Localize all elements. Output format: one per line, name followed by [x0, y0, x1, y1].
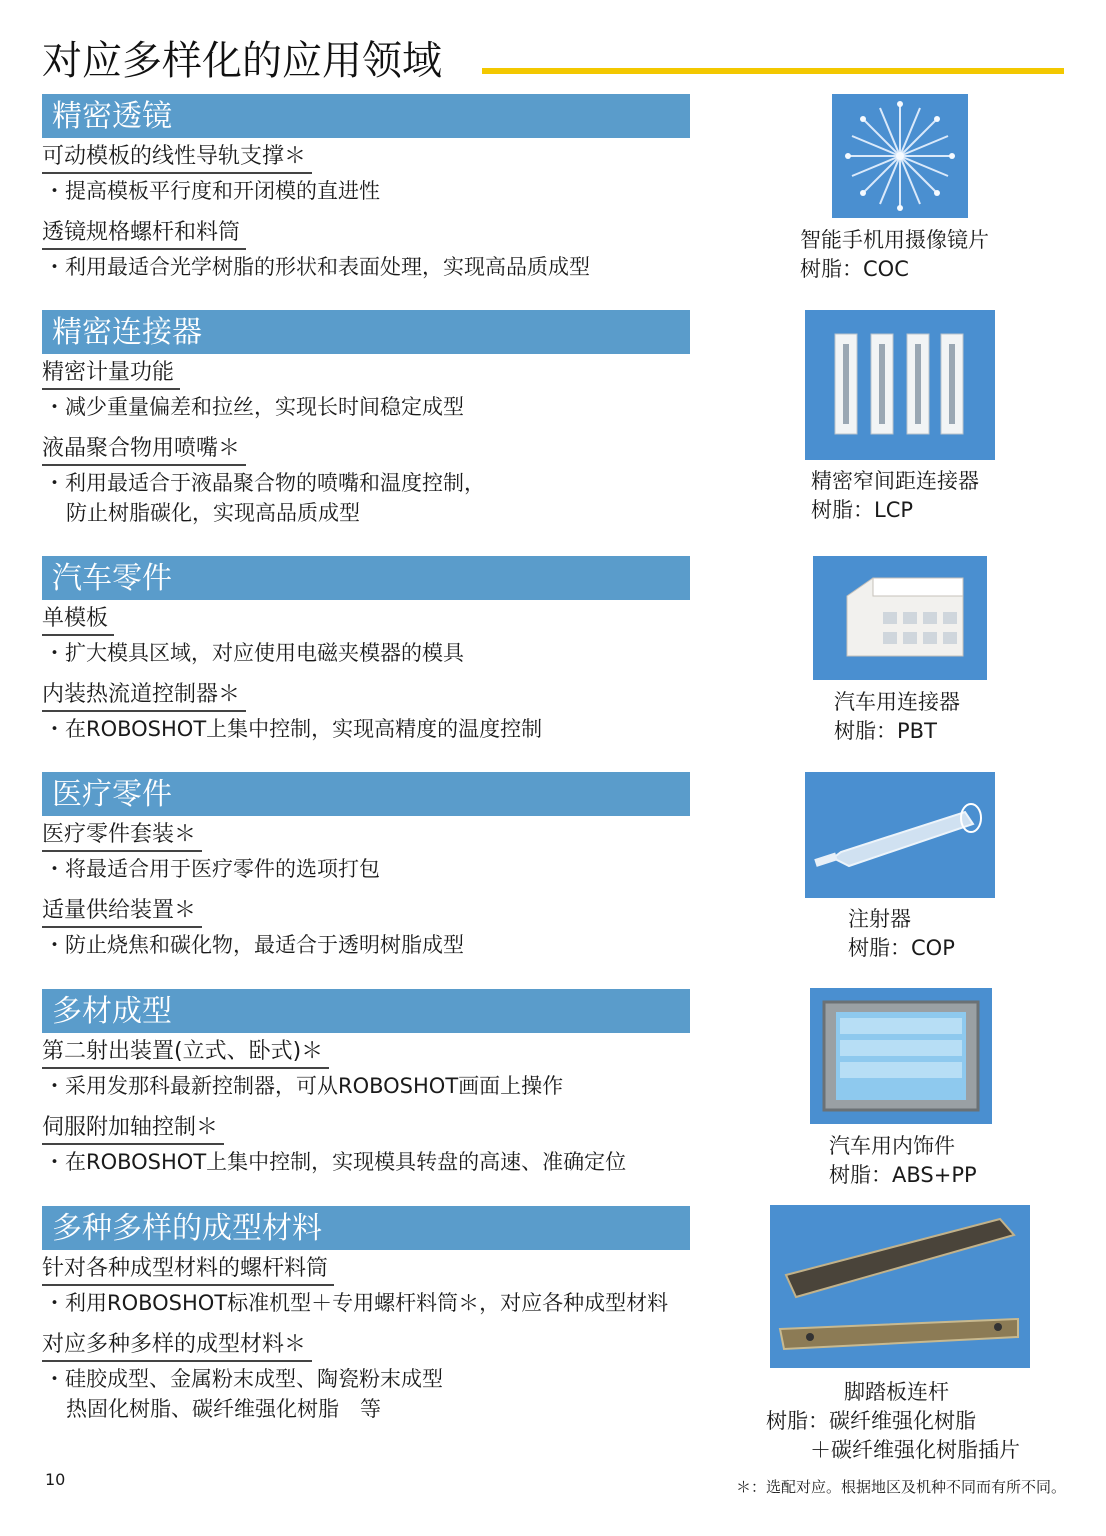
caption-resin-extra: ＋碳纤维强化树脂插片	[810, 1438, 1020, 1462]
footnote: ＊：选配对应。根据地区及机种不同而有所不同。	[735, 1478, 1066, 1496]
bullet-text: ・提高模板平行度和开闭模的直进性	[44, 179, 380, 203]
caption-resin: 树脂：ABS+PP	[829, 1163, 977, 1187]
syringe-photo	[805, 772, 995, 898]
item-heading: 液晶聚合物用喷嘴＊	[42, 434, 246, 466]
section-heading: 多材成型	[42, 989, 690, 1033]
caption-lens	[800, 226, 989, 284]
section-heading: 医疗零件	[42, 772, 690, 816]
page-number: 10	[45, 1470, 66, 1489]
section-heading: 汽车零件	[42, 556, 690, 600]
item-heading: 伺服附加轴控制＊	[42, 1113, 224, 1145]
section-materials	[42, 1206, 669, 1432]
bullet-text: ・利用ROBOSHOT标准机型＋专用螺杆料筒＊，对应各种成型材料	[44, 1291, 669, 1315]
bullet-text: ・利用最适合光学树脂的形状和表面处理，实现高品质成型	[44, 255, 590, 279]
caption-title: 精密窄间距连接器	[811, 469, 979, 493]
pitch-connector-icon	[805, 310, 995, 460]
lens-array-icon	[832, 94, 968, 218]
section-precision-lens	[42, 94, 590, 290]
pedal-link-photo	[770, 1205, 1030, 1368]
caption-resin: 树脂：COC	[800, 257, 909, 281]
tray-icon	[810, 988, 992, 1124]
interior-part-photo	[810, 988, 992, 1124]
bullet-text	[42, 468, 562, 528]
caption-connector	[811, 467, 979, 525]
caption-resin: 树脂：COP	[848, 936, 955, 960]
item-heading: 内装热流道控制器＊	[42, 680, 246, 712]
caption-title: 注射器	[848, 907, 911, 931]
item-heading: 针对各种成型材料的螺杆料筒	[42, 1254, 334, 1286]
item-heading: 透镜规格螺杆和料筒	[42, 218, 246, 250]
caption-resin: 树脂：LCP	[811, 498, 914, 522]
caption-pedal-link	[766, 1378, 1020, 1465]
caption-resin: 树脂：碳纤维强化树脂	[766, 1409, 976, 1433]
section-heading: 多种多样的成型材料	[42, 1206, 690, 1250]
section-auto-parts	[42, 556, 562, 752]
syringe-icon	[805, 772, 995, 898]
bullet-line: 防止树脂碳化，实现高品质成型	[66, 501, 360, 525]
item-heading: 适量供给装置＊	[42, 896, 202, 928]
section-medical-parts	[42, 772, 562, 968]
housing-icon	[813, 556, 987, 680]
auto-connector-photo	[813, 556, 987, 680]
caption-title: 智能手机用摄像镜片	[800, 228, 989, 252]
bullet-text: ・减少重量偏差和拉丝，实现长时间稳定成型	[44, 395, 464, 419]
section-precision-connector	[42, 310, 562, 536]
item-heading: 精密计量功能	[42, 358, 180, 390]
connector-photo	[805, 310, 995, 460]
bullet-text: ・扩大模具区域，对应使用电磁夹模器的模具	[44, 641, 464, 665]
bullet-line: ・利用最适合于液晶聚合物的喷嘴和温度控制，	[44, 471, 485, 495]
caption-auto-connector	[834, 688, 960, 746]
caption-resin: 树脂：PBT	[834, 719, 937, 743]
page-title: 对应多样化的应用领域	[42, 38, 442, 84]
section-heading: 精密透镜	[42, 94, 690, 138]
caption-title: 汽车用连接器	[834, 690, 960, 714]
item-heading: 对应多种多样的成型材料＊	[42, 1330, 312, 1362]
item-heading: 第二射出装置(立式、卧式)＊	[42, 1037, 329, 1069]
item-heading: 医疗零件套装＊	[42, 820, 202, 852]
bullet-text: ・采用发那科最新控制器，可从ROBOSHOT画面上操作	[44, 1074, 564, 1098]
caption-title: 脚踏板连杆	[844, 1380, 949, 1404]
caption-interior-part	[829, 1132, 977, 1190]
caption-title: 汽车用内饰件	[829, 1134, 955, 1158]
item-heading: 单模板	[42, 604, 114, 636]
bullet-text: ・将最适合用于医疗零件的选项打包	[44, 857, 380, 881]
bullet-text: ・在ROBOSHOT上集中控制，实现模具转盘的高速、准确定位	[44, 1150, 627, 1174]
item-heading: 可动模板的线性导轨支撑＊	[42, 142, 312, 174]
section-heading: 精密连接器	[42, 310, 690, 354]
title-rule	[482, 68, 1064, 74]
bullet-text: ・在ROBOSHOT上集中控制，实现高精度的温度控制	[44, 717, 543, 741]
bullet-text: ・防止烧焦和碳化物，最适合于透明树脂成型	[44, 933, 464, 957]
bullet-line: ・硅胶成型、金属粉末成型、陶瓷粉末成型	[44, 1367, 443, 1391]
section-multi-material	[42, 989, 627, 1185]
bullet-text	[42, 1364, 562, 1424]
bullet-line: 热固化树脂、碳纤维强化树脂 等	[66, 1397, 381, 1421]
caption-syringe	[848, 905, 955, 963]
pedal-link-icon	[770, 1205, 1030, 1368]
lens-photo	[832, 94, 968, 218]
